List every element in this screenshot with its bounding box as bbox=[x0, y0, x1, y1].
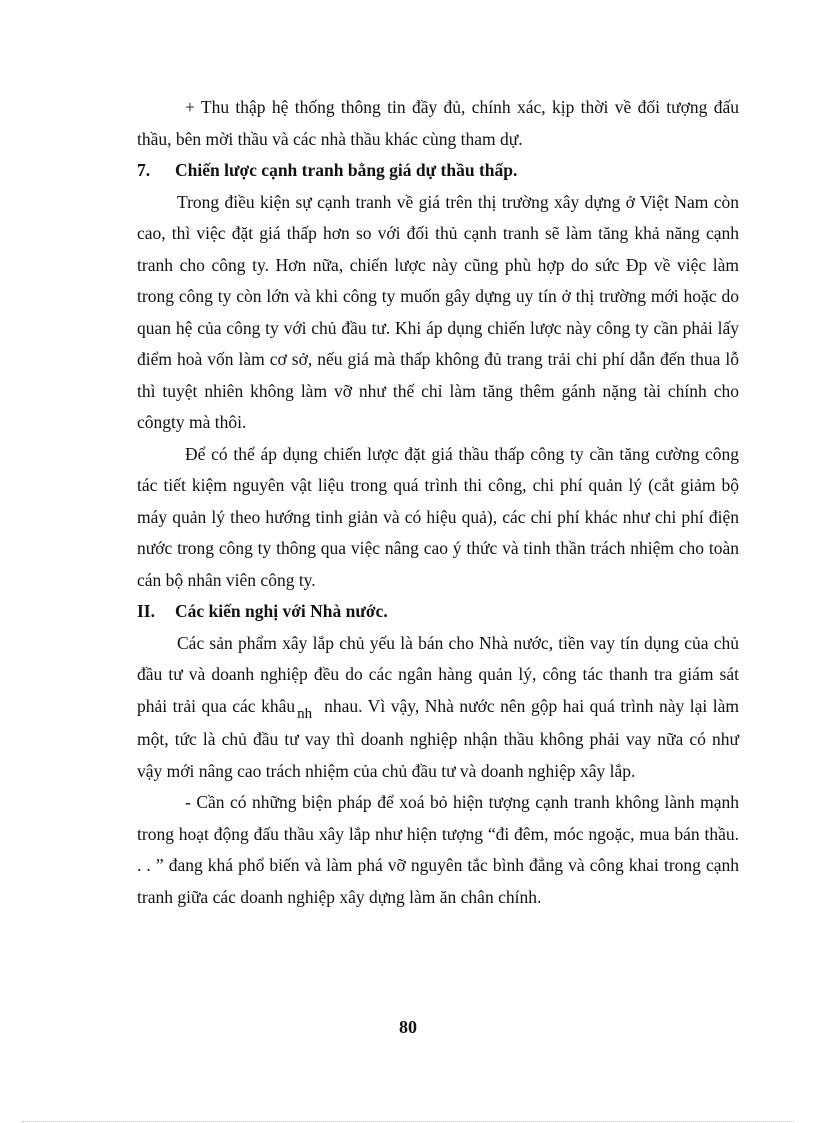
paragraph-text-part: Các sản phẩm xây lắp chủ yếu là bán cho Nhà nước, tiền vay tín dụng của chủ đầu tư và doanh nghiệp đều do các ngân hàng quản lý, công tác thanh tra giám sát phải trải qua các khâu bbox=[137, 632, 739, 716]
section-title: Các kiến nghị với Nhà nước. bbox=[175, 601, 388, 621]
section-title: Chiến lược cạnh tranh bằng giá dự thầu thấp. bbox=[175, 160, 518, 180]
page-number: 80 bbox=[399, 1017, 417, 1037]
paragraph-text-part: nhau. Vì vậy, Nhà nước nên gộp hai quá trình này lại làm một, tức là chủ đầu tư vay thì doanh nghiệp nhận thầu không phải vay nữa có như vậy mới nâng cao trách nhiệm của chủ đầu tư và doanh nghiệp xây lắp. bbox=[137, 695, 739, 781]
paragraph-state-recommendations bbox=[137, 628, 739, 788]
section-heading-7 bbox=[137, 155, 739, 187]
paragraph-apply-strategy: Để có thể áp dụng chiến lược đặt giá thầu thấp công ty cần tăng cường công tác tiết kiệm nguyên vật liệu trong quá trình thi công, chi phí quản lý (cắt giảm bộ máy quản lý theo hướng tinh giản và có hiệu quả), các chi phí khác như chi phí điện nước trong công ty thông qua việc nâng cao ý thức và tinh thần trách nhiệm cho toàn cán bộ nhân viên công ty. bbox=[137, 443, 739, 590]
section-number: II. bbox=[137, 601, 155, 621]
page-body bbox=[137, 92, 739, 913]
subscript-fragment: nh bbox=[297, 705, 313, 722]
paragraph-unfair-competition: - Cần có những biện pháp để xoá bỏ hiện tượng cạnh tranh không lành mạnh trong hoạt động đấu thầu xây lắp như hiện tượng “đi đêm, móc ngoặc, mua bán thầu. . . ” đang khá phổ biến và làm phá vỡ nguyên tắc bình đẳng và công khai trong cạnh tranh giữa các doanh nghiệp xây dựng làm ăn chân chính. bbox=[137, 792, 739, 907]
section-number: 7. bbox=[137, 160, 151, 180]
paragraph-info-gathering: + Thu thập hệ thống thông tin đầy đủ, chính xác, kịp thời về đối tượng đấu thầu, bên mời thầu và các nhà thầu khác cùng tham dự. bbox=[137, 97, 739, 149]
paragraph-low-price-strategy: Trong điều kiện sự cạnh tranh về giá trên thị trường xây dựng ở Việt Nam còn cao, thì việc đặt giá thấp hơn so với đối thủ cạnh tranh sẽ làm tăng khả năng cạnh tranh cho công ty. Hơn nữa, chiến lược này cũng phù hợp do sức Ðp về việc làm trong công ty còn lớn và khi công ty muốn gây dựng uy tín ở thị trường mới hoặc do quan hệ của công ty với chủ đầu tư. Khi áp dụng chiến lược này công ty cần phải lấy điểm hoà vốn làm cơ sở, nếu giá mà thấp không đủ trang trải chi phí dẫn đến thua lỗ thì tuyệt nhiên không làm vỡ như thế chỉ làm tăng thêm gánh nặng tài chính cho côngty mà thôi. bbox=[137, 191, 739, 432]
section-heading-ii bbox=[137, 596, 739, 628]
page-border-line bbox=[22, 1121, 794, 1122]
